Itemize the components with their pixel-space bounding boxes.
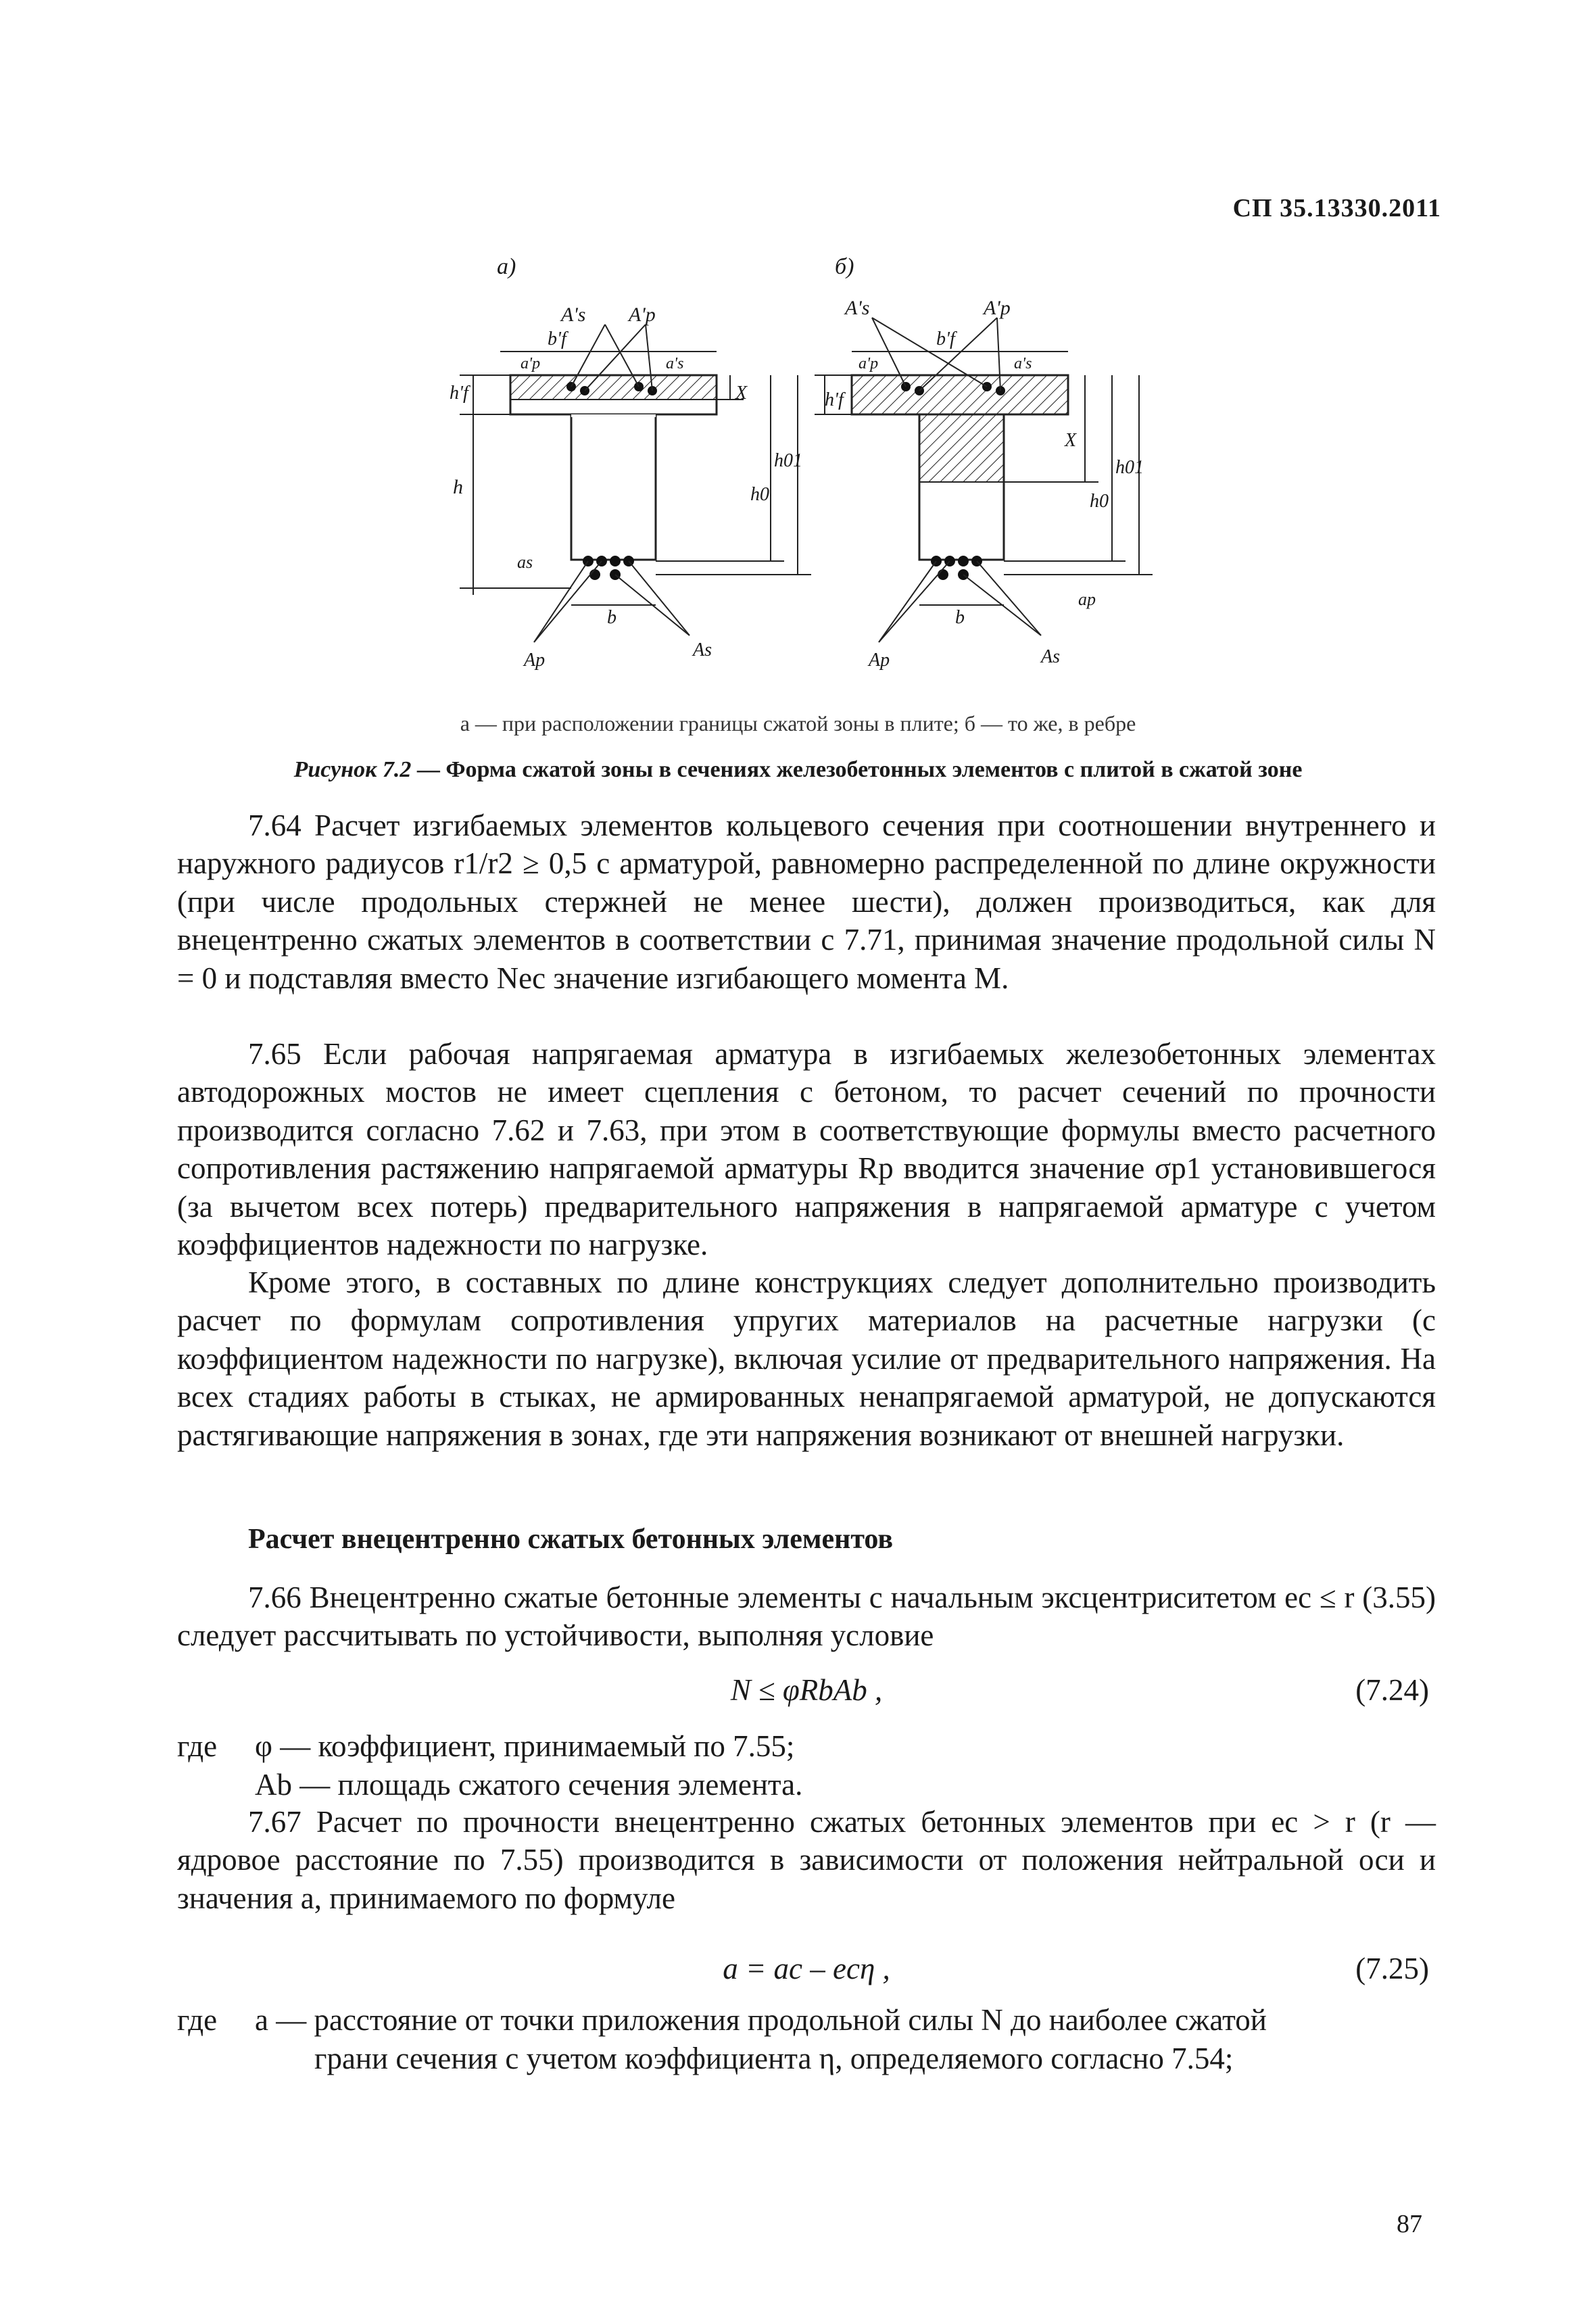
formula-7-24: [177, 1672, 1436, 1713]
formula-7-24-number: (7.24): [1355, 1673, 1429, 1707]
label-As-bottom-a: As: [693, 640, 712, 660]
where-block-1: [177, 1727, 1436, 1804]
panel-b-label: б): [835, 254, 854, 279]
paragraph-7-65-continued-text: Кроме этого, в составных по длине конструкциях следует дополнительно производить расчет по формулам сопротивления упругих материалов на расчетные нагрузки (с коэффициентом надежности по нагрузке), включая усилие от предварительного напряжения. На всех стадиях работы в стыках, не армированных ненапрягаемой арматурой, не допускаются растягивающие напряжения в зонах, где эти напряжения возникают от внешней нагрузки.: [177, 1265, 1436, 1452]
section-heading: Расчет внецентренно сжатых бетонных элементов: [248, 1524, 894, 1555]
where-block-2: [177, 2001, 1436, 2077]
paragraph-7-66: [177, 1578, 1436, 1655]
label-hf-a: h'f: [450, 383, 468, 404]
label-Ap-top-a: A'p: [629, 304, 656, 326]
label-Ap-bottom-a: Ap: [524, 650, 546, 671]
paragraph-7-64-text: 7.64 Расчет изгибаемых элементов кольцевого сечения при соотношении внутреннего и наружного радиусов r1/r2 ≥ 0,5 с арматурой, равномерно распределенной по длине окружности (при числе продольных стержней не менее шести), должен производиться, как для внецентренно сжатых элементов в соответствии с 7.71, принимая значение продольной силы N = 0 и подставляя вместо Nec значение изгибающего момента M.: [177, 809, 1436, 995]
label-X-b: X: [1065, 430, 1077, 451]
label-h0-b: h0: [1090, 491, 1109, 512]
label-As-top-b: A's: [845, 297, 870, 319]
compressed-zone-b: [919, 414, 1004, 482]
formula-7-25: [177, 1951, 1436, 1992]
label-ap-top-a: a'p: [521, 355, 541, 372]
paragraph-7-67-text: 7.67 Расчет по прочности внецентренно сжатых бетонных элементов при ec > r (r — ядровое расстояние по 7.55) производится в зависимости от положения нейтральной оси и значения a, принимаемого по формуле: [177, 1805, 1436, 1915]
label-b-a: b: [607, 607, 616, 628]
panel-a-section: [450, 254, 811, 671]
label-Ap-bottom-b: Ap: [869, 650, 890, 671]
label-bf-b: b'f: [936, 329, 955, 349]
label-b-b: b: [955, 607, 965, 628]
formula-7-25-number: (7.25): [1355, 1952, 1429, 1985]
figure-caption-text: — Форма сжатой зоны в сечениях железобетонных элементов с плитой в сжатой зоне: [411, 757, 1303, 782]
panel-b-section: [815, 254, 1153, 671]
label-Ap-top-b: A'p: [984, 297, 1011, 319]
web-a: [571, 414, 656, 560]
label-h0-a: h0: [750, 484, 769, 505]
label-ap-b: ap: [1078, 589, 1096, 609]
where-word-2: где: [177, 2003, 218, 2037]
document-code-header: СП 35.13330.2011: [1232, 194, 1441, 222]
panel-a-label: а): [497, 254, 516, 279]
label-as-top-b: a's: [1014, 355, 1032, 372]
paragraph-7-65-continued: [177, 1263, 1436, 1454]
label-as-top-a: a's: [666, 355, 684, 372]
label-As-top-a: A's: [561, 304, 586, 326]
where-word: где: [177, 1729, 218, 1763]
paragraph-7-64: [177, 806, 1436, 997]
compressed-zone-a: [510, 375, 717, 400]
paragraph-7-66-text: 7.66 Внецентренно сжатые бетонные элементы с начальным эксцентриситетом ec ≤ r (3.55) следует рассчитывать по устойчивости, выполняя условие: [177, 1581, 1436, 1653]
paragraph-7-67: [177, 1803, 1436, 1917]
where-item-phi: φ — коэффициент, принимаемый по 7.55;: [255, 1729, 795, 1763]
label-hf-b: h'f: [825, 389, 844, 410]
label-h01-b: h01: [1115, 457, 1144, 478]
figure-caption: [0, 757, 1596, 783]
figure-7-2: [433, 243, 1176, 683]
label-ap-top-b: a'p: [859, 355, 879, 372]
paragraph-7-65-text: 7.65 Если рабочая напрягаемая арматура в изгибаемых железобетонных элементах автодорожных мостов не имеет сцепления с бетоном, то расчет сечений по прочности производится согласно 7.62 и 7.63, при этом в соответствующие формулы вместо расчетного сопротивления растяжению напрягаемой арматуры Rp вводится значение σp1 установившегося (за вычетом всех потерь) предварительного напряжения в напрягаемой арматуре с учетом коэффициентов надежности по нагрузке.: [177, 1037, 1436, 1262]
formula-7-25-expression: a = ac – ecη ,: [723, 1952, 890, 1985]
label-h01-a: h01: [774, 450, 802, 471]
where-item-Ab: Ab — площадь сжатого сечения элемента.: [255, 1768, 803, 1802]
label-bf-a: b'f: [548, 329, 566, 349]
where-item-a-line1: a — расстояние от точки приложения продольной силы N до наиболее сжатой: [255, 2003, 1267, 2037]
figure-diagram: [433, 243, 1176, 683]
label-As-bottom-b: As: [1041, 646, 1060, 667]
label-h-a: h: [453, 476, 463, 498]
page-number: 87: [1397, 2210, 1422, 2238]
figure-caption-label: Рисунок 7.2: [293, 757, 412, 782]
figure-legend: а — при расположении границы сжатой зоны в плите; б — то же, в ребре: [460, 711, 1136, 735]
label-as-a: as: [517, 552, 533, 572]
formula-7-24-expression: N ≤ φRbAb ,: [730, 1673, 883, 1707]
paragraph-7-65: [177, 1035, 1436, 1263]
where-item-a-line2: грани сечения с учетом коэффициента η, определяемого согласно 7.54;: [314, 2042, 1234, 2075]
label-X-a: X: [735, 383, 748, 404]
